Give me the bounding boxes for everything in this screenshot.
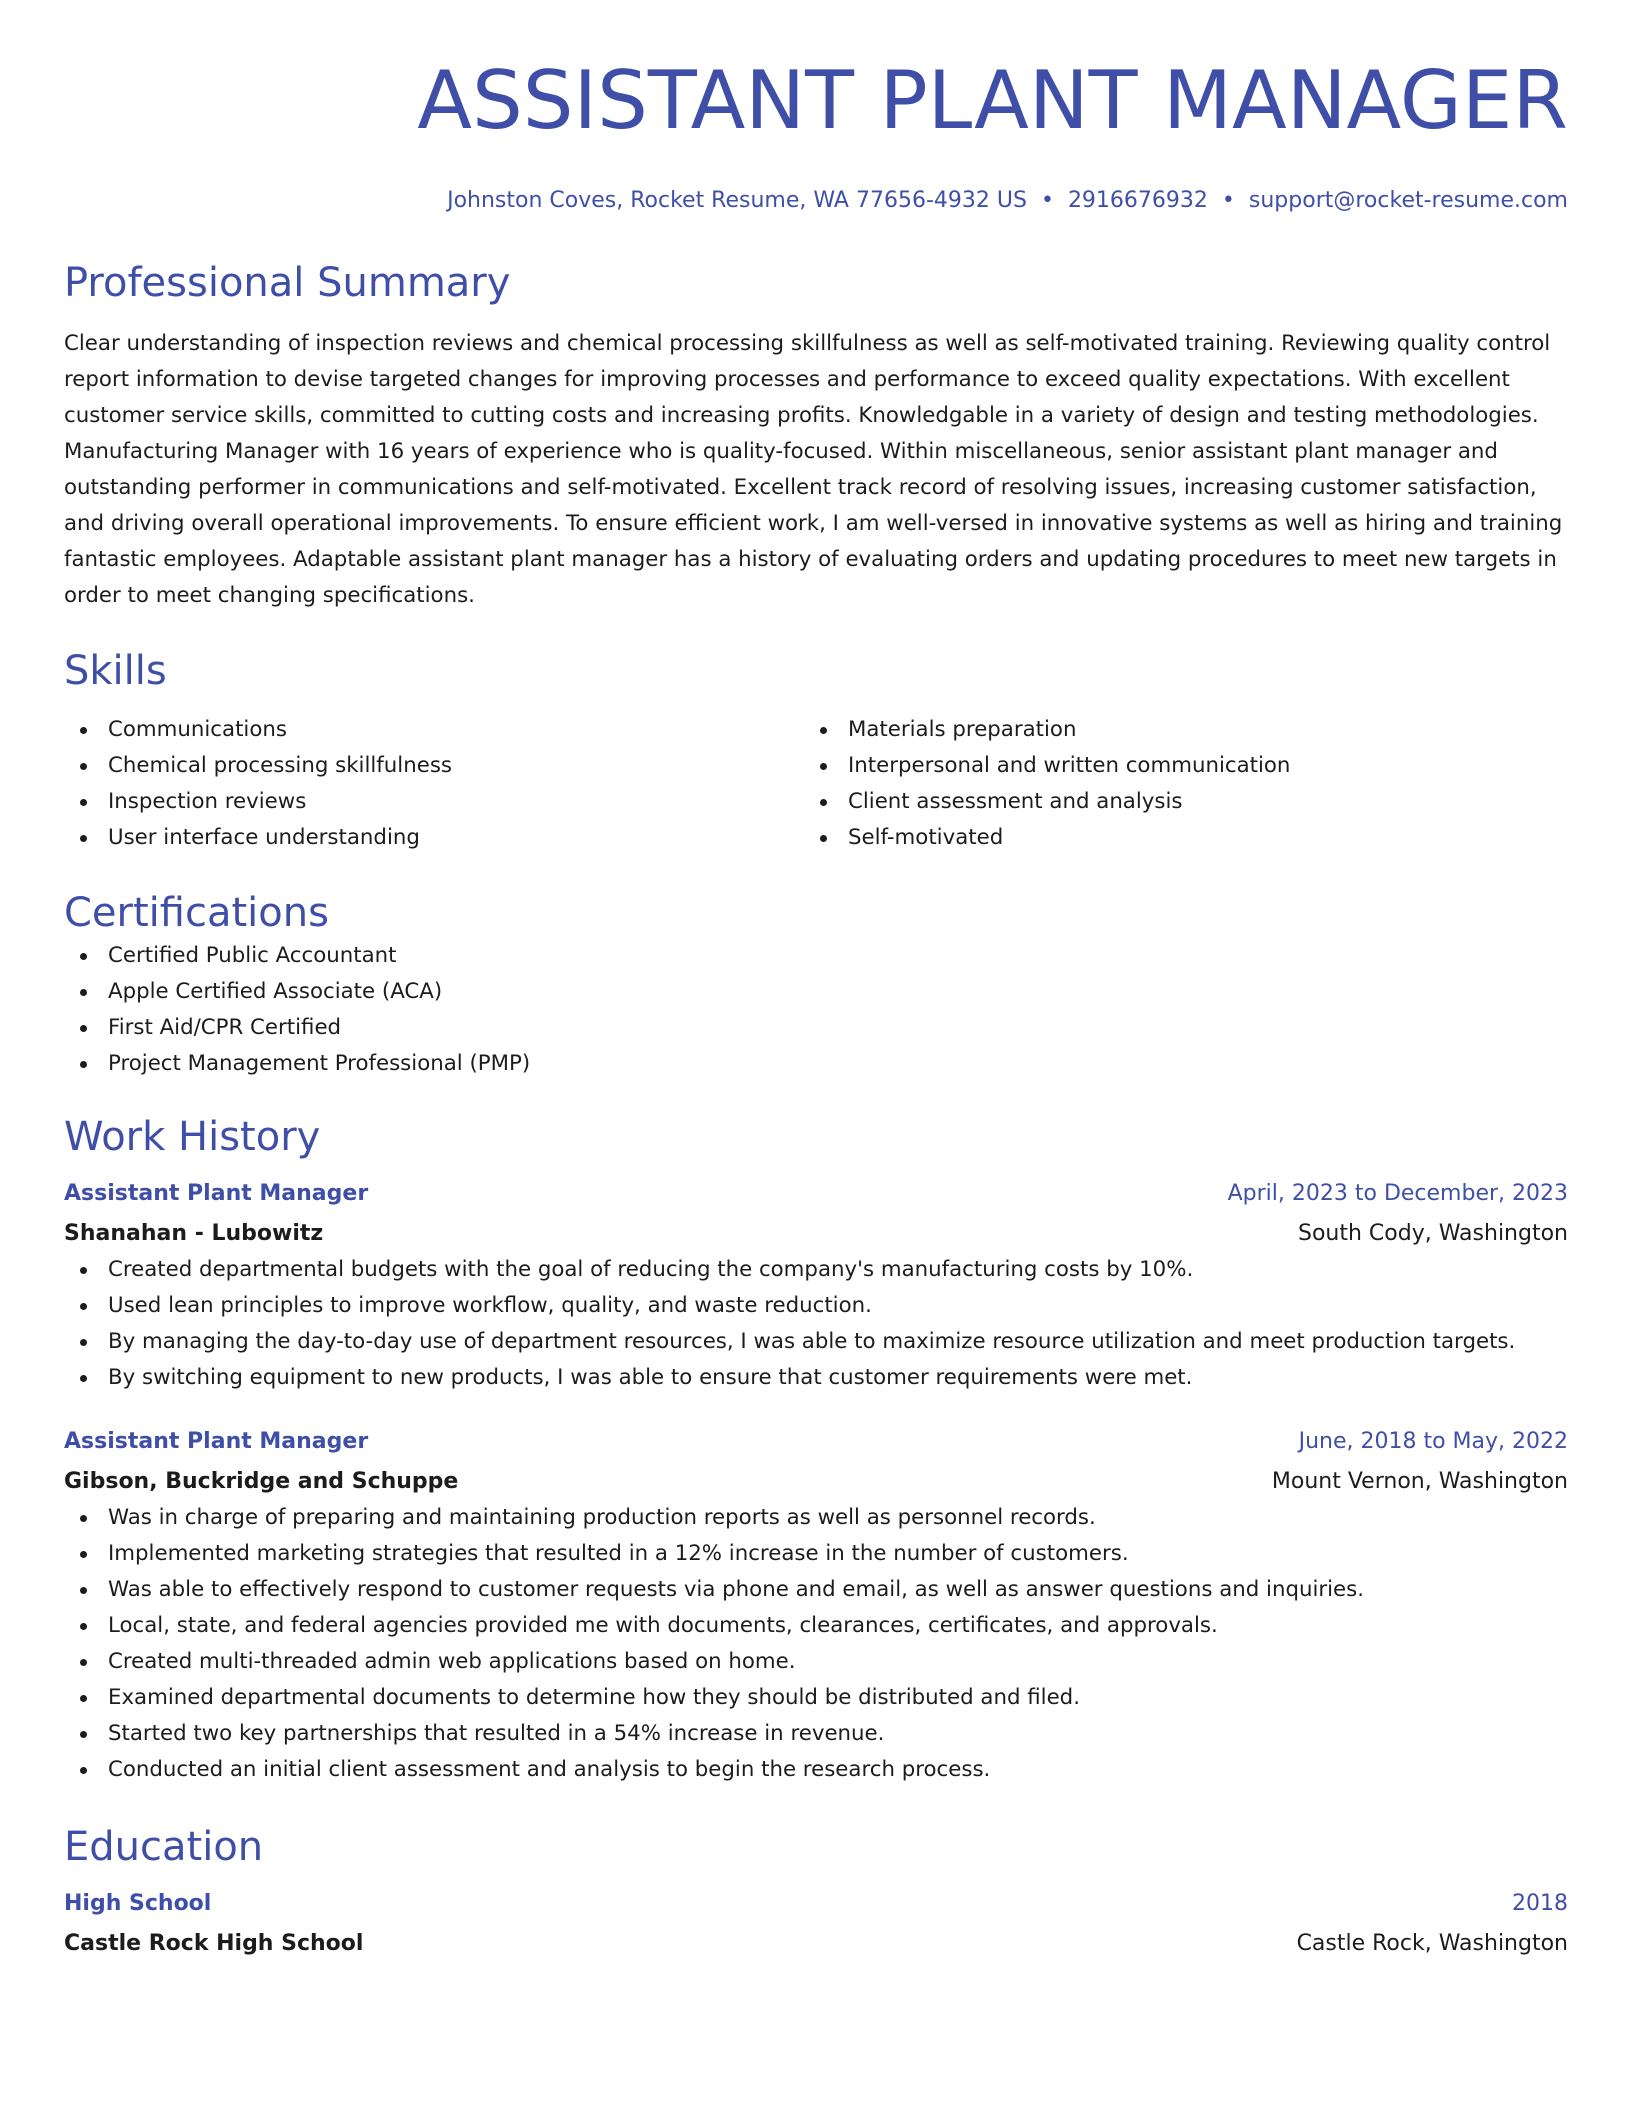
candidate-title: ASSISTANT PLANT MANAGER <box>417 54 1568 147</box>
skill-item: Materials preparation <box>804 712 1544 748</box>
job-bullets <box>64 1500 1568 1788</box>
certifications-heading: Certifications <box>64 890 329 936</box>
certification-item: Certified Public Accountant <box>64 938 1568 974</box>
job-location: Mount Vernon, Washington <box>1271 1469 1568 1494</box>
contact-separator: • <box>1221 188 1235 213</box>
skill-item: Client assessment and analysis <box>804 784 1544 820</box>
skill-item: User interface understanding <box>64 820 804 856</box>
job-bullet: Created departmental budgets with the goal of reducing the company's manufacturing costs by 10%. <box>64 1252 1568 1288</box>
job-dates: June, 2018 to May, 2022 <box>1298 1429 1568 1454</box>
skills-column-left <box>64 712 804 856</box>
job-entry <box>64 1424 1568 1788</box>
job-title: Assistant Plant Manager <box>64 1429 369 1454</box>
job-bullet: Local, state, and federal agencies provided me with documents, clearances, certificates, and approvals. <box>64 1608 1568 1644</box>
skill-item: Inspection reviews <box>64 784 804 820</box>
email: support@rocket-resume.com <box>1248 188 1568 213</box>
job-bullets <box>64 1252 1568 1396</box>
job-bullet: Implemented marketing strategies that resulted in a 12% increase in the number of customers. <box>64 1536 1568 1572</box>
summary-text: Clear understanding of inspection reviews and chemical processing skillfulness as well as self-motivated training. Reviewing quality control report information to devise targeted changes for improving processes and performance to exceed quality expectations. With excellent customer service skills, committed to cutting costs and increasing profits. Knowledgable in a variety of design and testing methodologies. Manufacturing Manager with 16 years of experience who is quality-focused. Within miscellaneous, senior assistant plant manager and outstanding performer in communications and self-motivated. Excellent track record of resolving issues, increasing customer satisfaction, and driving overall operational improvements. To ensure efficient work, I am well-versed in innovative systems as well as hiring and training fantastic employees. Adaptable assistant plant manager has a history of evaluating orders and updating procedures to meet new targets in order to meet changing specifications. <box>64 331 1563 608</box>
job-bullet: Started two key partnerships that resulted in a 54% increase in revenue. <box>64 1716 1568 1752</box>
phone: 2916676932 <box>1067 188 1208 213</box>
summary-heading: Professional Summary <box>64 260 511 306</box>
skill-item: Self-motivated <box>804 820 1544 856</box>
job-bullet: By managing the day-to-day use of department resources, I was able to maximize resource utilization and meet production targets. <box>64 1324 1568 1360</box>
education-year: 2018 <box>1512 1891 1568 1916</box>
job-company: Gibson, Buckridge and Schuppe <box>64 1469 459 1494</box>
education-location: Castle Rock, Washington <box>1296 1931 1568 1956</box>
contact-separator: • <box>1040 188 1054 213</box>
job-bullet: By switching equipment to new products, I was able to ensure that customer requirements were met. <box>64 1360 1568 1396</box>
skill-item: Interpersonal and written communication <box>804 748 1544 784</box>
address: Johnston Coves, Rocket Resume, WA 77656-4932 US <box>447 188 1027 213</box>
job-bullet: Was in charge of preparing and maintaining production reports as well as personnel records. <box>64 1500 1568 1536</box>
education-entry <box>64 1886 1568 1962</box>
certification-item: Project Management Professional (PMP) <box>64 1046 1568 1082</box>
contact-line <box>64 186 1568 216</box>
job-bullet: Examined departmental documents to determine how they should be distributed and filed. <box>64 1680 1568 1716</box>
skills-column-right <box>804 712 1544 856</box>
job-location: South Cody, Washington <box>1297 1221 1568 1246</box>
resume-header <box>64 0 1568 216</box>
certification-item: First Aid/CPR Certified <box>64 1010 1568 1046</box>
job-company: Shanahan - Lubowitz <box>64 1221 324 1246</box>
certifications-list <box>64 938 1568 1082</box>
certification-item: Apple Certified Associate (ACA) <box>64 974 1568 1010</box>
job-bullet: Was able to effectively respond to customer requests via phone and email, as well as answer questions and inquiries. <box>64 1572 1568 1608</box>
skills-heading: Skills <box>64 648 167 694</box>
skill-item: Communications <box>64 712 804 748</box>
education-degree: High School <box>64 1891 212 1916</box>
skill-item: Chemical processing skillfulness <box>64 748 804 784</box>
education-heading: Education <box>64 1824 264 1870</box>
job-title: Assistant Plant Manager <box>64 1181 369 1206</box>
job-bullet: Conducted an initial client assessment and analysis to begin the research process. <box>64 1752 1568 1788</box>
job-bullet: Created multi-threaded admin web applications based on home. <box>64 1644 1568 1680</box>
job-entry <box>64 1176 1568 1396</box>
work-history-heading: Work History <box>64 1114 321 1160</box>
education-school: Castle Rock High School <box>64 1931 364 1956</box>
job-bullet: Used lean principles to improve workflow, quality, and waste reduction. <box>64 1288 1568 1324</box>
job-dates: April, 2023 to December, 2023 <box>1227 1181 1568 1206</box>
skills-list <box>64 712 1568 856</box>
